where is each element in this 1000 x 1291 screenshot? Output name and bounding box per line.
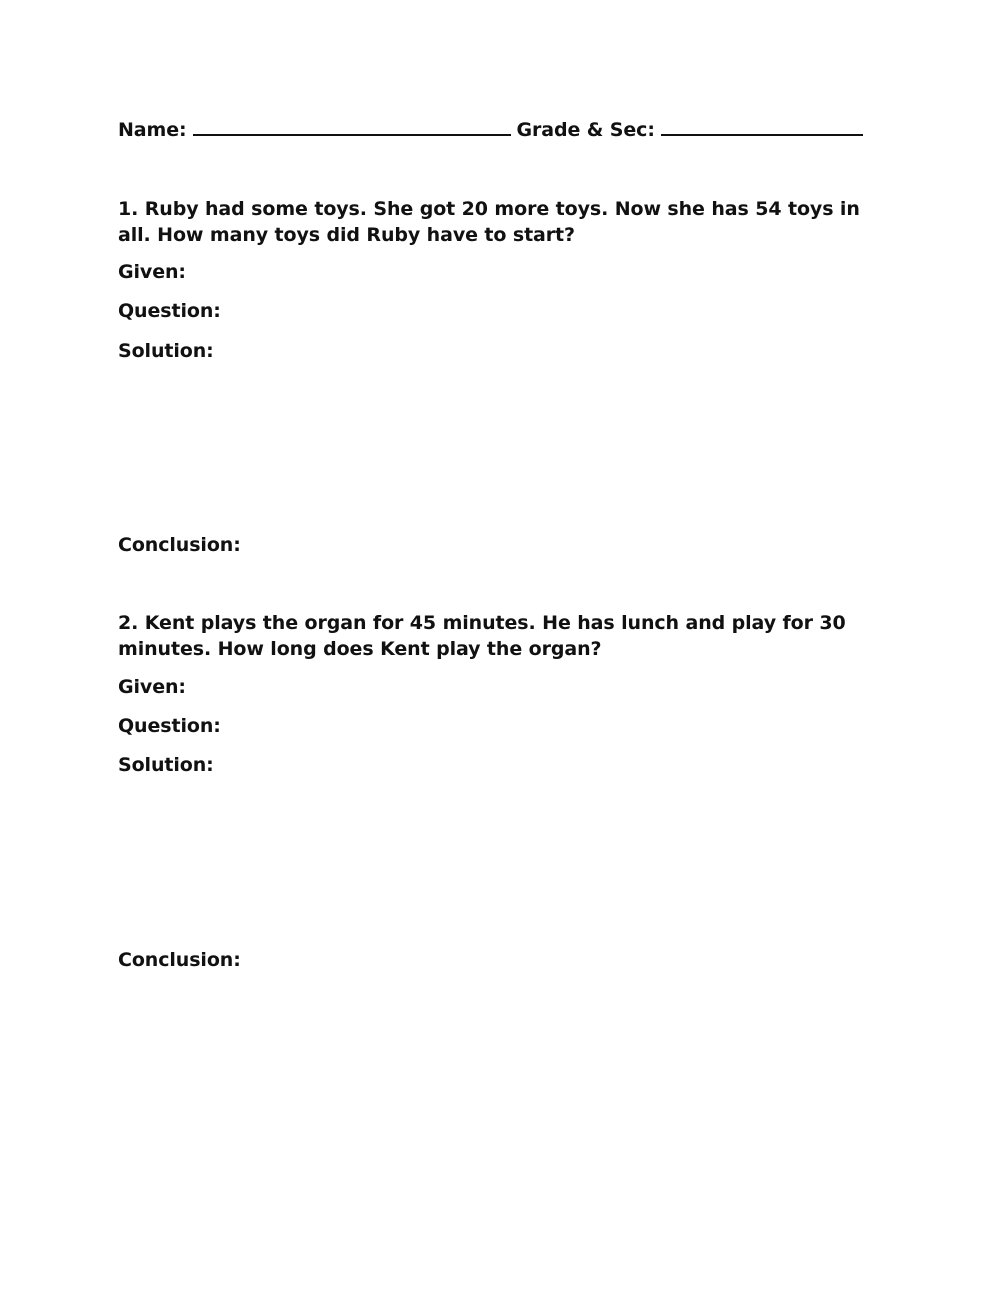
problem-1-conclusion-label: Conclusion: bbox=[118, 534, 241, 556]
problem-2-solution-label: Solution: bbox=[118, 754, 214, 776]
problem-2-conclusion-label: Conclusion: bbox=[118, 949, 241, 971]
grade-section-label: Grade & Sec: bbox=[516, 119, 655, 141]
student-info-header bbox=[118, 116, 858, 143]
problem-1-solution-label: Solution: bbox=[118, 340, 214, 362]
grade-section-blank-line[interactable] bbox=[661, 116, 863, 136]
name-label: Name: bbox=[118, 119, 187, 141]
problem-1-text: 1. Ruby had some toys. She got 20 more toys. Now she has 54 toys in all. How many toys did Ruby have to start? bbox=[118, 198, 860, 246]
problem-2-text: 2. Kent plays the organ for 45 minutes. He has lunch and play for 30 minutes. How long does Kent play the organ? bbox=[118, 612, 846, 660]
problem-2-given-label: Given: bbox=[118, 676, 186, 698]
problem-2-question-label: Question: bbox=[118, 715, 221, 737]
problem-1-question-label: Question: bbox=[118, 300, 221, 322]
name-blank-line[interactable] bbox=[193, 116, 511, 136]
problem-1-given-label: Given: bbox=[118, 261, 186, 283]
